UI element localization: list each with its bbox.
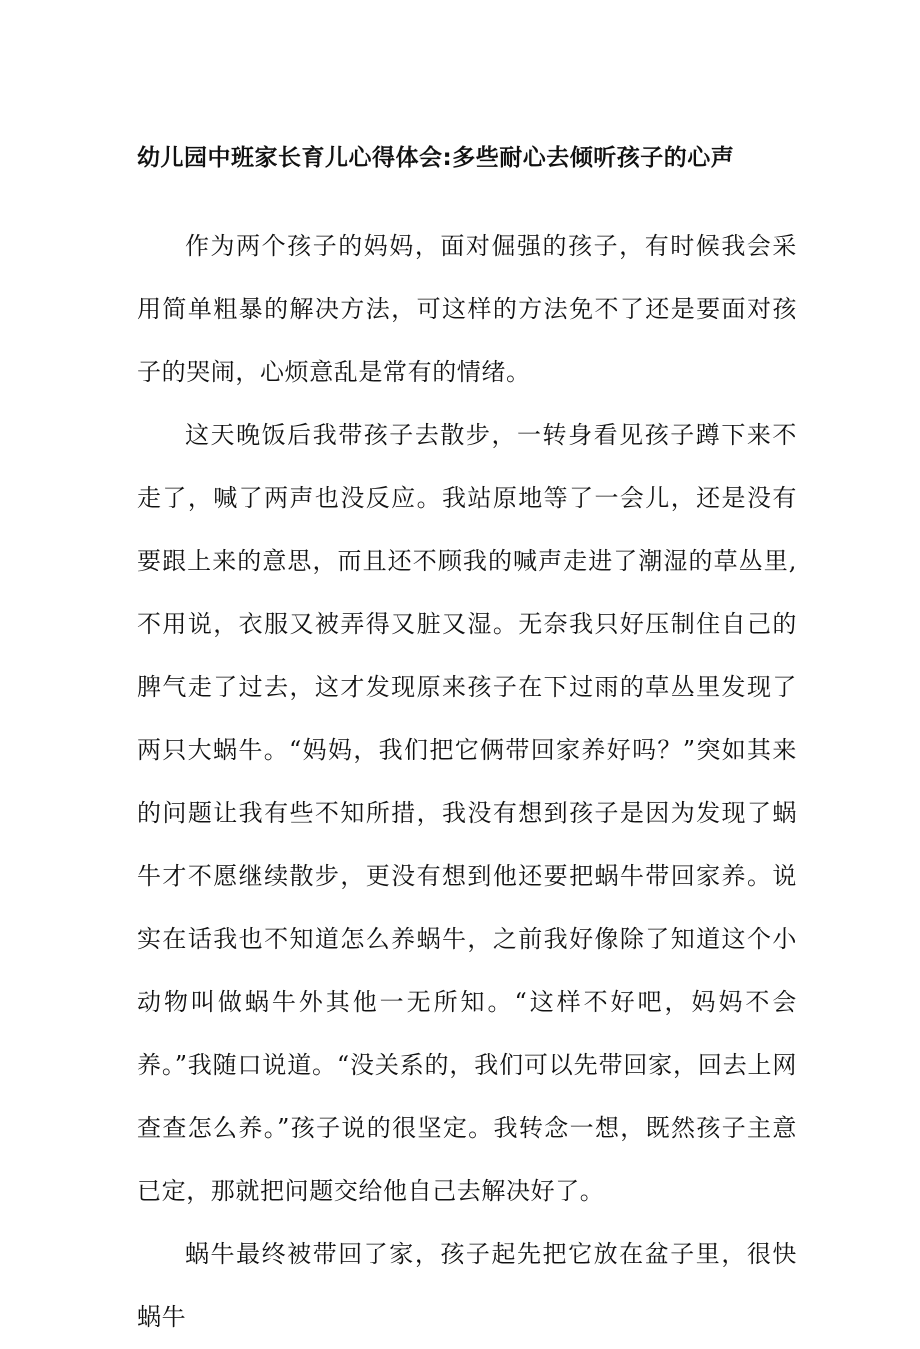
paragraph: 作为两个孩子的妈妈，面对倔强的孩子，有时候我会采用简单粗暴的解决方法，可这样的方法免不了还是要面对孩子的哭闹，心烦意乱是常有的情绪。 bbox=[137, 232, 797, 386]
document-body bbox=[137, 215, 797, 1349]
paragraph: 蜗牛最终被带回了家，孩子起先把它放在盆子里，很快蜗牛 bbox=[137, 1240, 797, 1331]
document-title: 幼儿园中班家长育儿心得体会:多些耐心去倾听孩子的心声 bbox=[137, 145, 735, 171]
paragraph: 这天晚饭后我带孩子去散步，一转身看见孩子蹲下来不走了，喊了两声也没反应。我站原地等了一会儿，还是没有要跟上来的意思，而且还不顾我的喊声走进了潮湿的草丛里,不用说，衣服又被弄得又脏又湿。无奈我只好压制住自己的脾气走了过去，这才发现原来孩子在下过雨的草丛里发现了两只大蜗牛。“妈妈，我们把它俩带回家养好吗？”突如其来的问题让我有些不知所措，我没有想到孩子是因为发现了蜗牛才不愿继续散步，更没有想到他还要把蜗牛带回家养。说实在话我也不知道怎么养蜗牛，之前我好像除了知道这个小动物叫做蜗牛外其他一无所知。“这样不好吧，妈妈不会养。”我随口说道。“没关系的，我们可以先带回家，回去上网查查怎么养。”孩子说的很坚定。我转念一想，既然孩子主意已定，那就把问题交给他自己去解决好了。 bbox=[137, 421, 797, 1205]
